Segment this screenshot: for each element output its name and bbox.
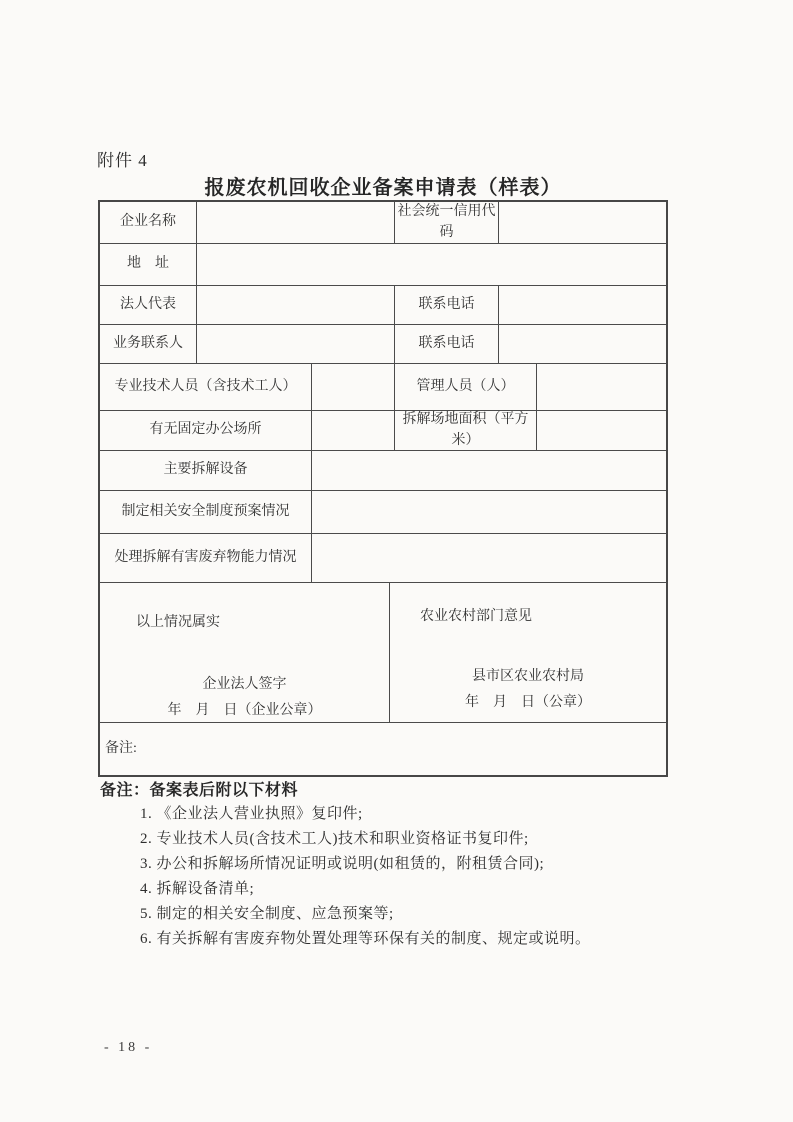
address-label: 地 址 bbox=[100, 244, 197, 285]
fixed-office-value-cell bbox=[312, 411, 395, 450]
application-form-table bbox=[98, 200, 668, 777]
note-item-5: 5. 制定的相关安全制度、应急预案等; bbox=[140, 906, 394, 922]
row-hazardous-waste bbox=[100, 534, 666, 583]
business-contact-phone-value-cell bbox=[499, 325, 666, 363]
row-remark bbox=[100, 723, 666, 775]
note-item-3: 3. 办公和拆解场所情况证明或说明(如租赁的，附租赁合同); bbox=[140, 856, 545, 872]
main-equipment-label: 主要拆解设备 bbox=[100, 451, 312, 490]
note-item-2: 2. 专业技术人员(含技术工人)技术和职业资格证书复印件; bbox=[140, 831, 529, 847]
notes-section bbox=[100, 780, 710, 952]
dismantling-area-label: 拆解场地面积（平方米） bbox=[395, 411, 537, 450]
declaration-date-line: 年 月 日（企业公章） bbox=[167, 702, 322, 718]
main-equipment-value-cell bbox=[312, 451, 666, 490]
row-fixed-office bbox=[100, 411, 666, 451]
safety-system-label: 制定相关安全制度预案情况 bbox=[100, 491, 312, 533]
page-number: - 18 - bbox=[104, 1040, 153, 1055]
credit-code-value-cell bbox=[499, 202, 666, 243]
hazardous-waste-value-cell bbox=[312, 534, 666, 582]
authority-office: 县市区农业农村局 bbox=[472, 669, 584, 685]
business-contact-value-cell bbox=[197, 325, 395, 363]
company-name-value-cell bbox=[197, 202, 395, 243]
declaration-statement: 以上情况属实 bbox=[136, 615, 220, 630]
attachment-label: 附件 4 bbox=[97, 151, 148, 170]
legal-rep-value-cell bbox=[197, 286, 395, 324]
note-item-1: 1. 《企业法人营业执照》复印件; bbox=[140, 806, 363, 822]
row-technical-staff bbox=[100, 364, 666, 411]
safety-system-value-cell bbox=[312, 491, 666, 533]
row-signatures bbox=[100, 583, 666, 723]
row-address bbox=[100, 244, 666, 286]
row-main-equipment bbox=[100, 451, 666, 491]
row-safety-system bbox=[100, 491, 666, 534]
row-business-contact bbox=[100, 325, 666, 364]
row-legal-rep bbox=[100, 286, 666, 325]
authority-date-line: 年 月 日（公章） bbox=[465, 694, 591, 710]
note-item-6: 6. 有关拆解有害废弃物处置处理等环保有关的制度、规定或说明。 bbox=[140, 931, 591, 947]
fixed-office-label: 有无固定办公场所 bbox=[100, 411, 312, 450]
authority-opinion-cell bbox=[390, 583, 666, 722]
declaration-signature-label: 企业法人签字 bbox=[202, 677, 287, 693]
row-company-name bbox=[100, 202, 666, 244]
business-contact-phone-label: 联系电话 bbox=[395, 325, 499, 363]
technical-staff-label: 专业技术人员（含技术工人） bbox=[100, 364, 312, 410]
company-name-label: 企业名称 bbox=[100, 202, 197, 243]
credit-code-label: 社会统一信用代码 bbox=[395, 202, 499, 243]
note-item-4: 4. 拆解设备清单; bbox=[140, 881, 255, 897]
business-contact-label: 业务联系人 bbox=[100, 325, 197, 363]
remark-label: 备注: bbox=[105, 740, 137, 756]
hazardous-waste-label: 处理拆解有害废弃物能力情况 bbox=[100, 534, 312, 582]
legal-rep-phone-value-cell bbox=[499, 286, 666, 324]
notes-heading: 备注：备案表后附以下材料 bbox=[100, 782, 299, 799]
management-staff-label: 管理人员（人） bbox=[395, 364, 537, 410]
declaration-cell bbox=[100, 583, 390, 722]
address-value-cell bbox=[197, 244, 666, 285]
legal-rep-phone-label: 联系电话 bbox=[395, 286, 499, 324]
management-staff-value-cell bbox=[537, 364, 666, 410]
dismantling-area-value-cell bbox=[537, 411, 666, 450]
technical-staff-value-cell bbox=[312, 364, 395, 410]
legal-rep-label: 法人代表 bbox=[100, 286, 197, 324]
authority-opinion-title: 农业农村部门意见 bbox=[420, 609, 532, 624]
form-title: 报废农机回收企业备案申请表（样表） bbox=[204, 177, 562, 199]
